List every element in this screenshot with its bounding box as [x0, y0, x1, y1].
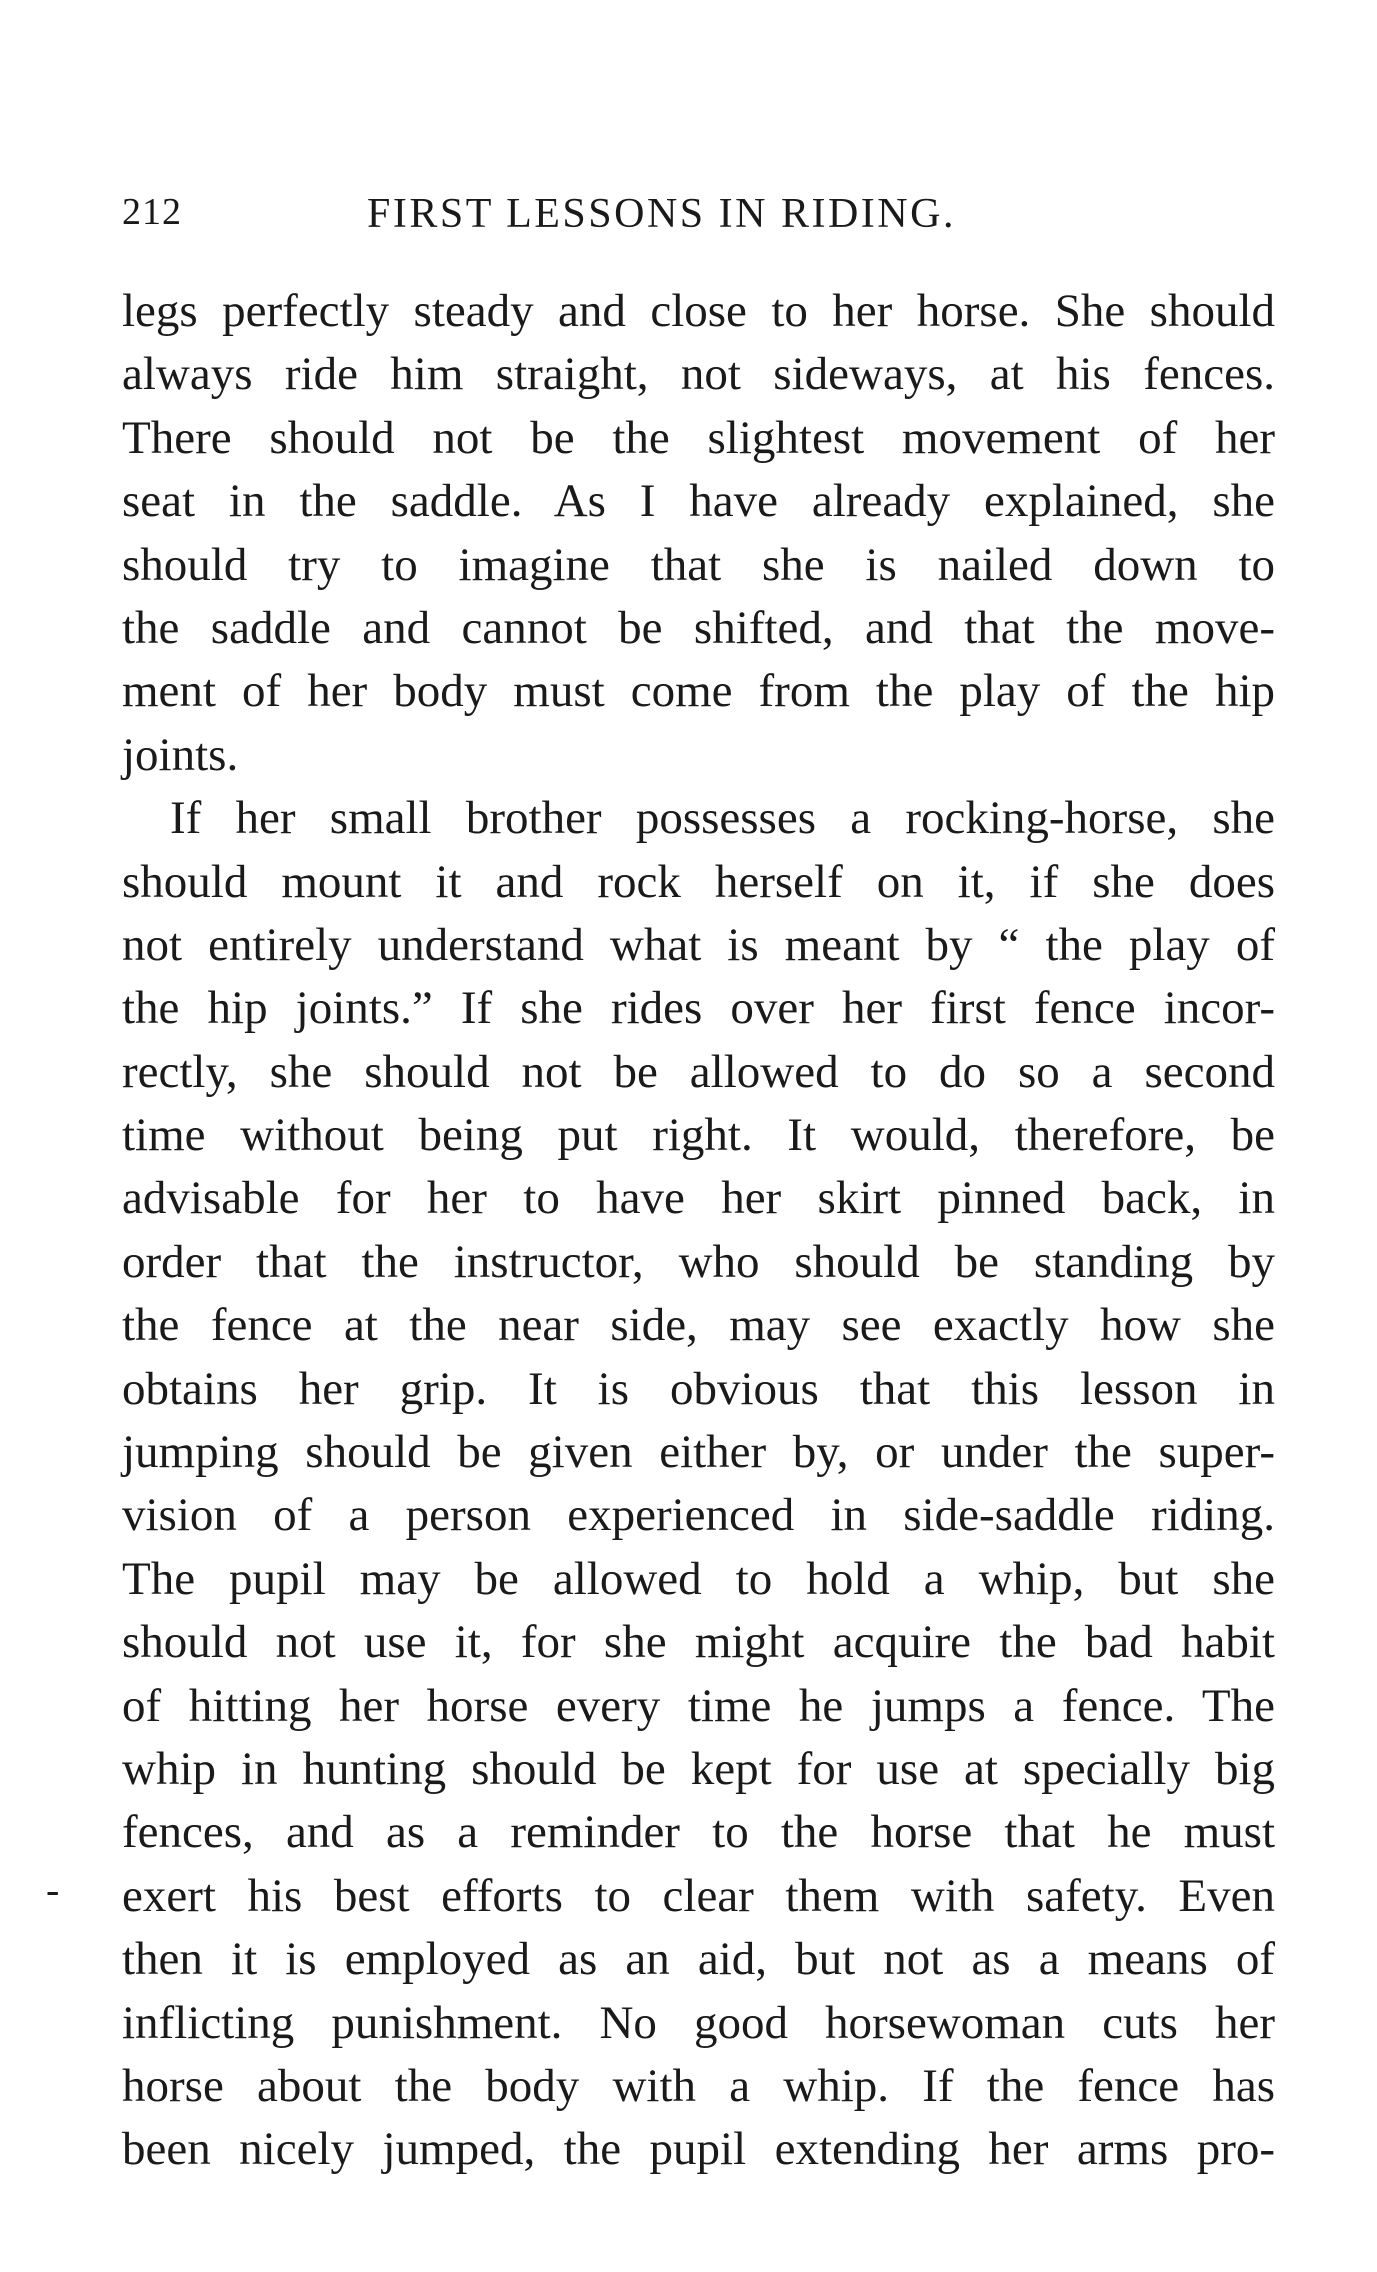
- text-line: always ride him straight, not sideways, at his fences.: [122, 348, 1275, 401]
- text-line: should not use it, for she might acquire the bad habit: [122, 1616, 1275, 1669]
- text-line: the hip joints.” If she rides over her first fence incor-: [122, 982, 1275, 1035]
- text-line: been nicely jumped, the pupil extending her arms pro-: [122, 2123, 1275, 2176]
- text-line: vision of a person experienced in side-saddle riding.: [122, 1489, 1275, 1542]
- running-title: FIRST LESSONS IN RIDING.: [367, 191, 956, 237]
- text-line: rectly, she should not be allowed to do so a second: [122, 1045, 1275, 1098]
- text-line: The pupil may be allowed to hold a whip, but she: [122, 1552, 1275, 1605]
- text-line: the saddle and cannot be shifted, and that the move-: [122, 601, 1275, 654]
- text-line: exert his best efforts to clear them with safety. Even: [122, 1869, 1275, 1922]
- text-line: horse about the body with a whip. If the fence has: [122, 2059, 1275, 2112]
- text-line: obtains her grip. It is obvious that this lesson in: [122, 1362, 1275, 1415]
- text-line: jumping should be given either by, or under the super-: [122, 1426, 1275, 1479]
- text-line: joints.: [122, 728, 239, 781]
- text-line: not entirely understand what is meant by “ the play of: [122, 918, 1275, 971]
- text-line: There should not be the slightest movement of her: [122, 411, 1275, 464]
- text-line: ment of her body must come from the play of the hip: [122, 665, 1275, 718]
- text-line: then it is employed as an aid, but not as a means of: [122, 1933, 1275, 1986]
- page-number: 212: [122, 191, 182, 233]
- margin-mark: -: [46, 1867, 60, 1912]
- text-line: If her small brother possesses a rocking-horse, she: [170, 792, 1275, 845]
- text-line: advisable for her to have her skirt pinned back, in: [122, 1172, 1275, 1225]
- text-line: time without being put right. It would, therefore, be: [122, 1109, 1275, 1162]
- text-line: should try to imagine that she is nailed down to: [122, 538, 1275, 591]
- text-line: of hitting her horse every time he jumps a fence. The: [122, 1679, 1275, 1732]
- text-line: whip in hunting should be kept for use at specially big: [122, 1742, 1275, 1795]
- text-line: legs perfectly steady and close to her horse. She should: [122, 285, 1275, 337]
- text-line: seat in the saddle. As I have already explained, she: [122, 475, 1275, 528]
- text-line: fences, and as a reminder to the horse that he must: [122, 1806, 1275, 1859]
- text-line: the fence at the near side, may see exactly how she: [122, 1299, 1275, 1352]
- body-text: [122, 280, 1275, 2182]
- text-line: order that the instructor, who should be standing by: [122, 1235, 1275, 1288]
- text-line: inflicting punishment. No good horsewoman cuts her: [122, 1996, 1275, 2049]
- running-head: [122, 190, 1056, 250]
- text-line: should mount it and rock herself on it, if she does: [122, 855, 1275, 908]
